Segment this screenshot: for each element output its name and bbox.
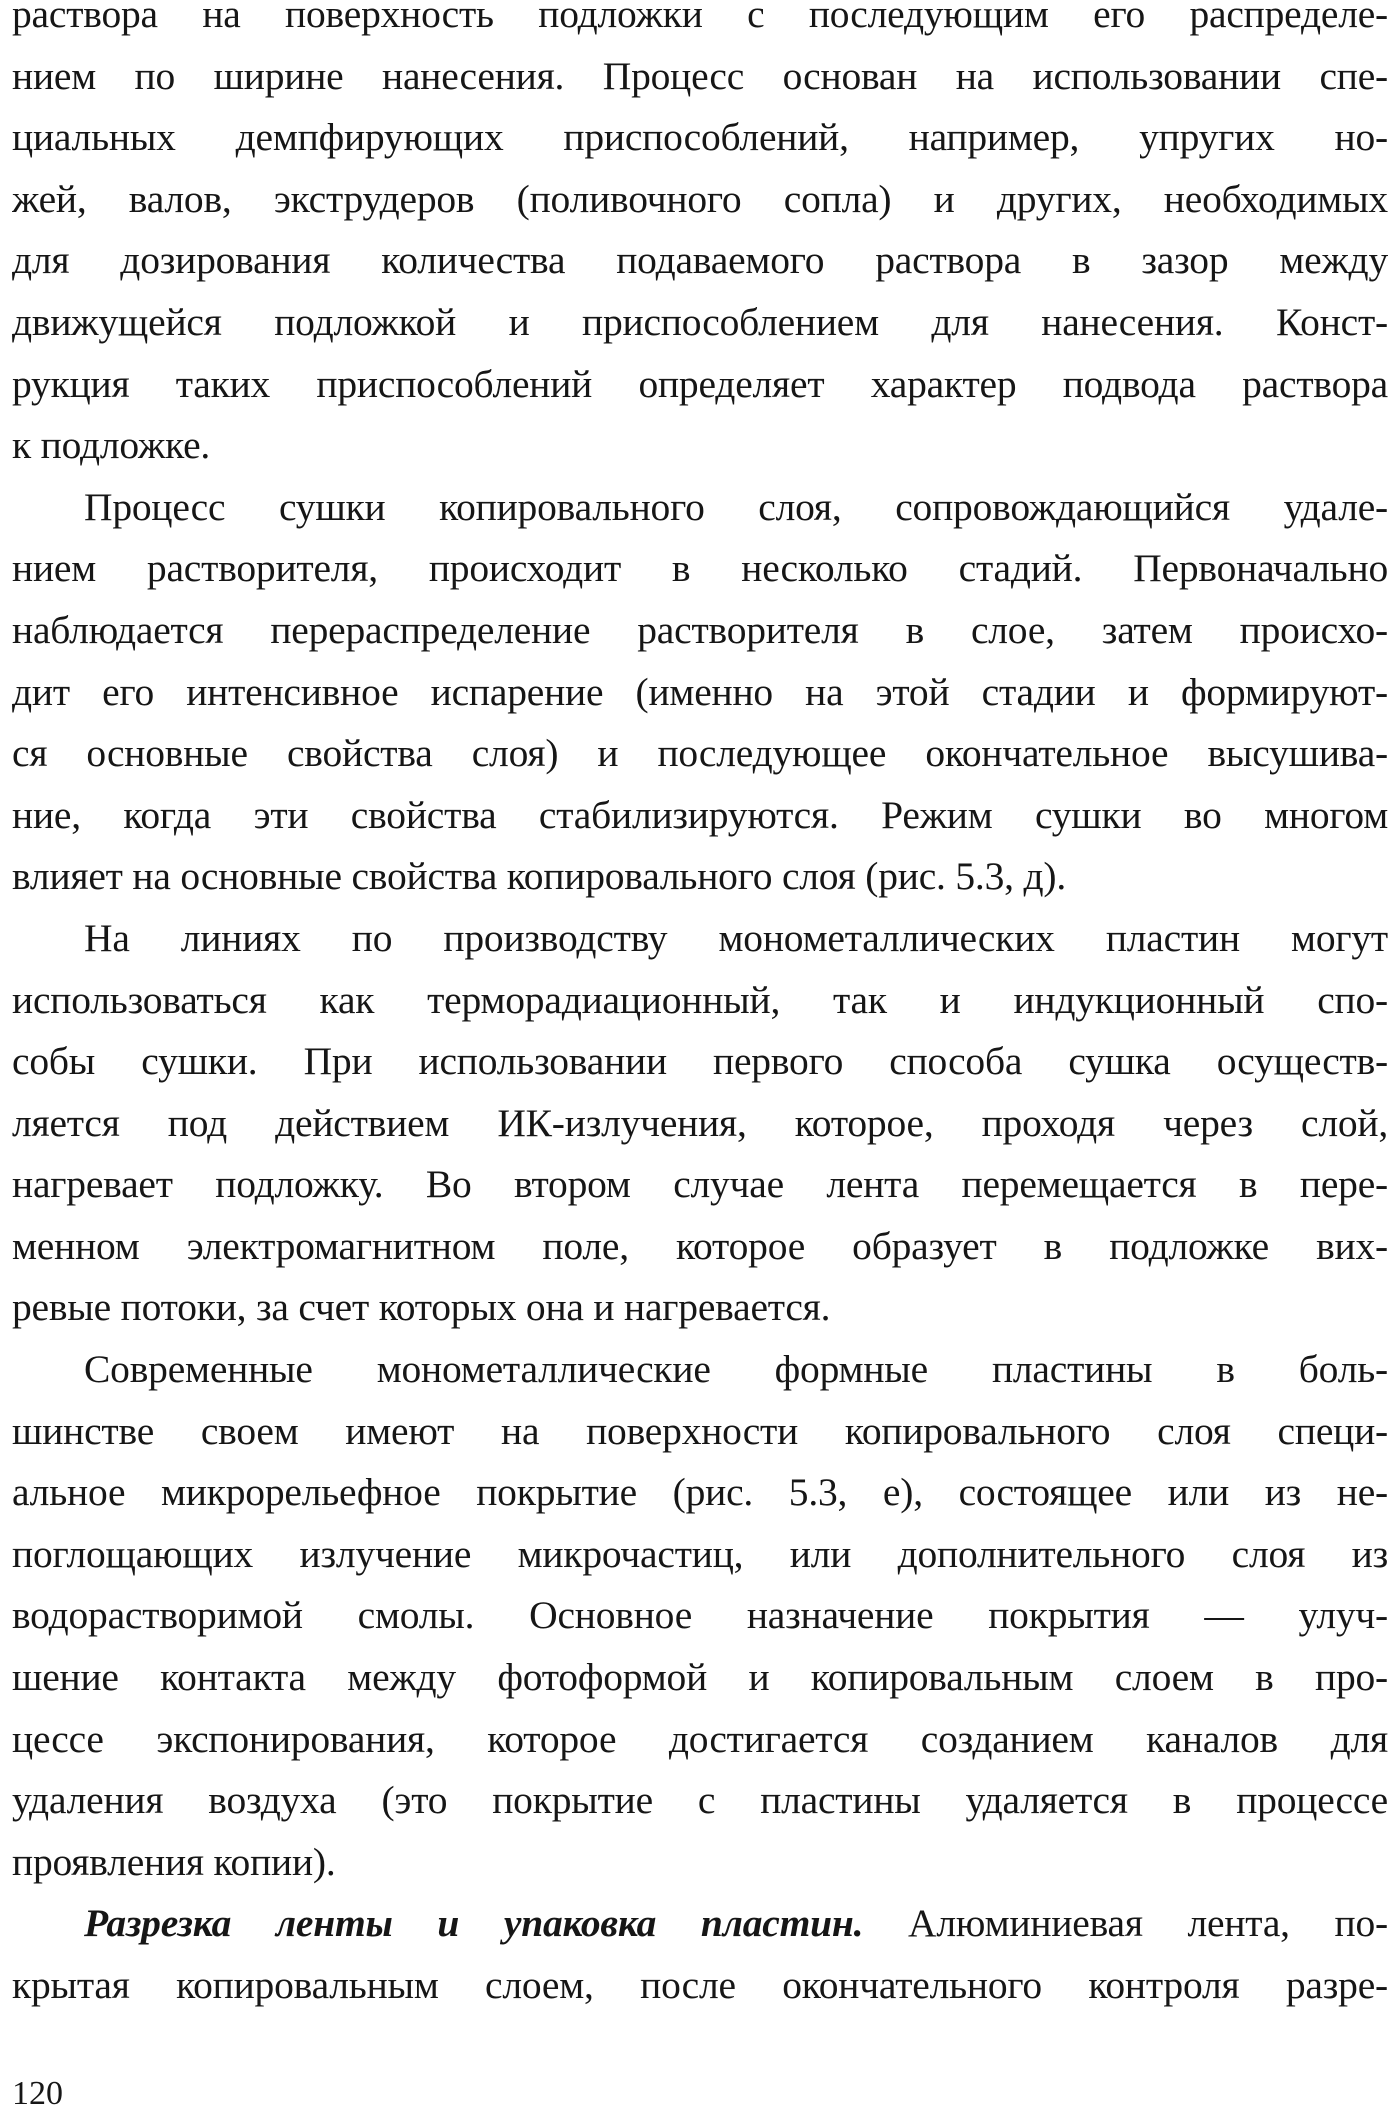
text-line: удаления воздуха (это покрытие с пластины удаляется в процессе bbox=[12, 1778, 1388, 1823]
text-line: шение контакта между фотоформой и копировальным слоем в про- bbox=[12, 1655, 1388, 1700]
text-line: Современные монометаллические формные пластины в боль- bbox=[84, 1347, 1388, 1392]
text-line: поглощающих излучение микрочастиц, или дополнительного слоя из bbox=[12, 1531, 1388, 1576]
text-line: ние, когда эти свойства стабилизируются. Режим сушки во многом bbox=[12, 792, 1388, 837]
text-line: На линиях по производству монометаллических пластин могут bbox=[84, 915, 1388, 960]
text-line: для дозирования количества подаваемого раствора в зазор между bbox=[12, 238, 1388, 283]
paragraph-4 bbox=[12, 1339, 1388, 1893]
text-line: движущейся подложкой и приспособлением для нанесения. Конст- bbox=[12, 299, 1388, 344]
page-number: 120 bbox=[12, 2075, 63, 2112]
text-line: альное микрорельефное покрытие (рис. 5.3, е), состоящее или из не- bbox=[12, 1470, 1388, 1515]
text-line: менном электромагнитном поле, которое образует в подложке вих- bbox=[12, 1223, 1388, 1268]
text-line: циальных демпфирующих приспособлений, например, упругих но- bbox=[12, 115, 1388, 160]
text-line: ляется под действием ИК-излучения, которое, проходя через слой, bbox=[12, 1100, 1388, 1145]
text-line: крытая копировальным слоем, после окончательного контроля разре- bbox=[12, 1963, 1388, 2007]
paragraph-2 bbox=[12, 477, 1388, 908]
text-line: раствора на поверхность подложки с последующим его распределе- bbox=[12, 0, 1388, 36]
text-line bbox=[12, 1893, 1388, 1955]
text-line: к подложке. bbox=[12, 423, 211, 468]
text-line: собы сушки. При использовании первого способа сушка осуществ- bbox=[12, 1039, 1388, 1084]
text-run: Алюминиевая лента, по- bbox=[863, 1901, 1388, 1946]
text-line: ревые потоки, за счет которых она и нагревается. bbox=[12, 1285, 831, 1330]
paragraph-1 bbox=[12, 0, 1388, 477]
text-line: ся основные свойства слоя) и последующее окончательное высушива- bbox=[12, 731, 1388, 776]
text-line: нием по ширине нанесения. Процесс основан на использовании спе- bbox=[12, 53, 1388, 98]
paragraph-3 bbox=[12, 908, 1388, 1339]
section-run-in-heading: Разрезка ленты и упаковка пластин. bbox=[84, 1901, 864, 1946]
text-line: Процесс сушки копировального слоя, сопровождающийся удале- bbox=[84, 484, 1388, 529]
text-line: дит его интенсивное испарение (именно на этой стадии и формируют- bbox=[12, 669, 1388, 714]
text-line: шинстве своем имеют на поверхности копировального слоя специ- bbox=[12, 1408, 1388, 1453]
text-line: наблюдается перераспределение растворителя в слое, затем происхо- bbox=[12, 607, 1388, 652]
text-line: нагревает подложку. Во втором случае лента перемещается в пере- bbox=[12, 1162, 1388, 1207]
page-body bbox=[12, 0, 1388, 2017]
text-line: водорастворимой смолы. Основное назначение покрытия — улуч- bbox=[12, 1593, 1388, 1638]
text-line: использоваться как терморадиационный, так и индукционный спо- bbox=[12, 977, 1388, 1022]
text-line: жей, валов, экструдеров (поливочного сопла) и других, необходимых bbox=[12, 176, 1388, 221]
text-line: цессе экспонирования, которое достигается созданием каналов для bbox=[12, 1716, 1388, 1761]
text-line: рукция таких приспособлений определяет характер подвода раствора bbox=[12, 361, 1388, 406]
paragraph-5 bbox=[12, 1893, 1388, 2016]
text-line: нием растворителя, происходит в несколько стадий. Первоначально bbox=[12, 546, 1388, 591]
text-line: проявления копии). bbox=[12, 1839, 336, 1884]
text-line: влияет на основные свойства копировального слоя (рис. 5.3, д). bbox=[12, 854, 1067, 899]
